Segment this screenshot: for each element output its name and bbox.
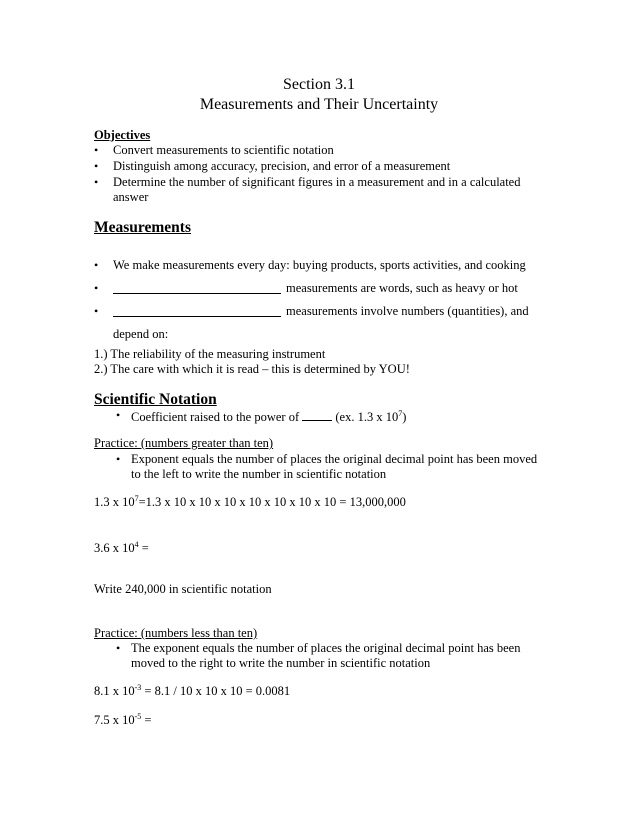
exponent: -3 xyxy=(134,683,142,692)
example-1-expansion: =1.3 x 10 x 10 x 10 x 10 x 10 x 10 x 10 = 13,000,000 xyxy=(138,495,406,509)
measurements-bullet-3-continued: depend on: xyxy=(113,327,169,341)
bullet-icon: • xyxy=(116,452,121,466)
coefficient-example: (ex. 1.3 x 10 xyxy=(335,410,399,424)
example-1 xyxy=(94,495,406,510)
measurements-heading: Measurements xyxy=(94,219,191,236)
bullet-icon: • xyxy=(94,175,99,189)
example-3-expansion: = 8.1 / 10 x 10 x 10 = 0.0081 xyxy=(141,684,291,698)
measurements-bullet-3: measurements involve numbers (quantities), and xyxy=(286,304,529,318)
objective-item: Distinguish among accuracy, precision, and error of a measurement xyxy=(113,159,451,173)
bullet-icon: • xyxy=(94,304,99,318)
exponent: 4 xyxy=(134,540,139,549)
fill-in-blank[interactable] xyxy=(302,408,332,421)
example-1-base: 1.3 x 10 xyxy=(94,495,135,509)
measurements-bullet-1: We make measurements every day: buying products, sports activities, and cooking xyxy=(113,258,526,272)
exponent: 7 xyxy=(134,494,139,503)
fill-in-blank[interactable] xyxy=(113,281,281,294)
example-3 xyxy=(94,684,290,699)
measurement-point-1: 1.) The reliability of the measuring instrument xyxy=(94,347,326,361)
bullet-icon: • xyxy=(116,641,121,655)
coefficient-close: ) xyxy=(402,410,407,424)
example-4 xyxy=(94,713,151,728)
bullet-icon: • xyxy=(94,159,99,173)
measurements-bullet-2: measurements are words, such as heavy or hot xyxy=(286,281,518,295)
write-prompt: Write 240,000 in scientific notation xyxy=(94,582,272,596)
objective-item-continued: answer xyxy=(113,190,149,204)
bullet-icon: • xyxy=(94,281,99,295)
practice-greater-line-2: to the left to write the number in scientific notation xyxy=(131,467,387,481)
example-2-equals: = xyxy=(138,541,149,555)
exponent: -5 xyxy=(134,712,142,721)
example-4-equals: = xyxy=(141,713,152,727)
example-3-base: 8.1 x 10 xyxy=(94,684,135,698)
page-title: Measurements and Their Uncertainty xyxy=(199,96,439,113)
objectives-heading: Objectives xyxy=(94,128,151,142)
measurement-point-2: 2.) The care with which it is read – this is determined by YOU! xyxy=(94,362,410,376)
practice-greater-line-1: Exponent equals the number of places the original decimal point has been moved xyxy=(131,452,538,466)
scientific-notation-heading: Scientific Notation xyxy=(94,391,217,408)
example-2 xyxy=(94,541,149,556)
practice-less-line-1: The exponent equals the number of places the original decimal point has been xyxy=(131,641,521,655)
objective-item: Convert measurements to scientific notation xyxy=(113,143,334,157)
objective-item: Determine the number of significant figures in a measurement and in a calculated xyxy=(113,175,521,189)
practice-greater-heading: Practice: (numbers greater than ten) xyxy=(94,436,274,450)
practice-less-heading: Practice: (numbers less than ten) xyxy=(94,626,258,640)
fill-in-blank[interactable] xyxy=(113,304,281,317)
bullet-icon: • xyxy=(94,143,99,157)
bullet-icon: • xyxy=(116,408,121,422)
coefficient-text: Coefficient raised to the power of xyxy=(131,410,300,424)
example-4-base: 7.5 x 10 xyxy=(94,713,135,727)
example-2-base: 3.6 x 10 xyxy=(94,541,135,555)
section-number: Section 3.1 xyxy=(283,76,355,93)
bullet-icon: • xyxy=(94,258,99,272)
coefficient-bullet xyxy=(131,408,406,425)
exponent: 7 xyxy=(398,409,403,418)
practice-less-line-2: moved to the right to write the number in scientific notation xyxy=(131,656,431,670)
